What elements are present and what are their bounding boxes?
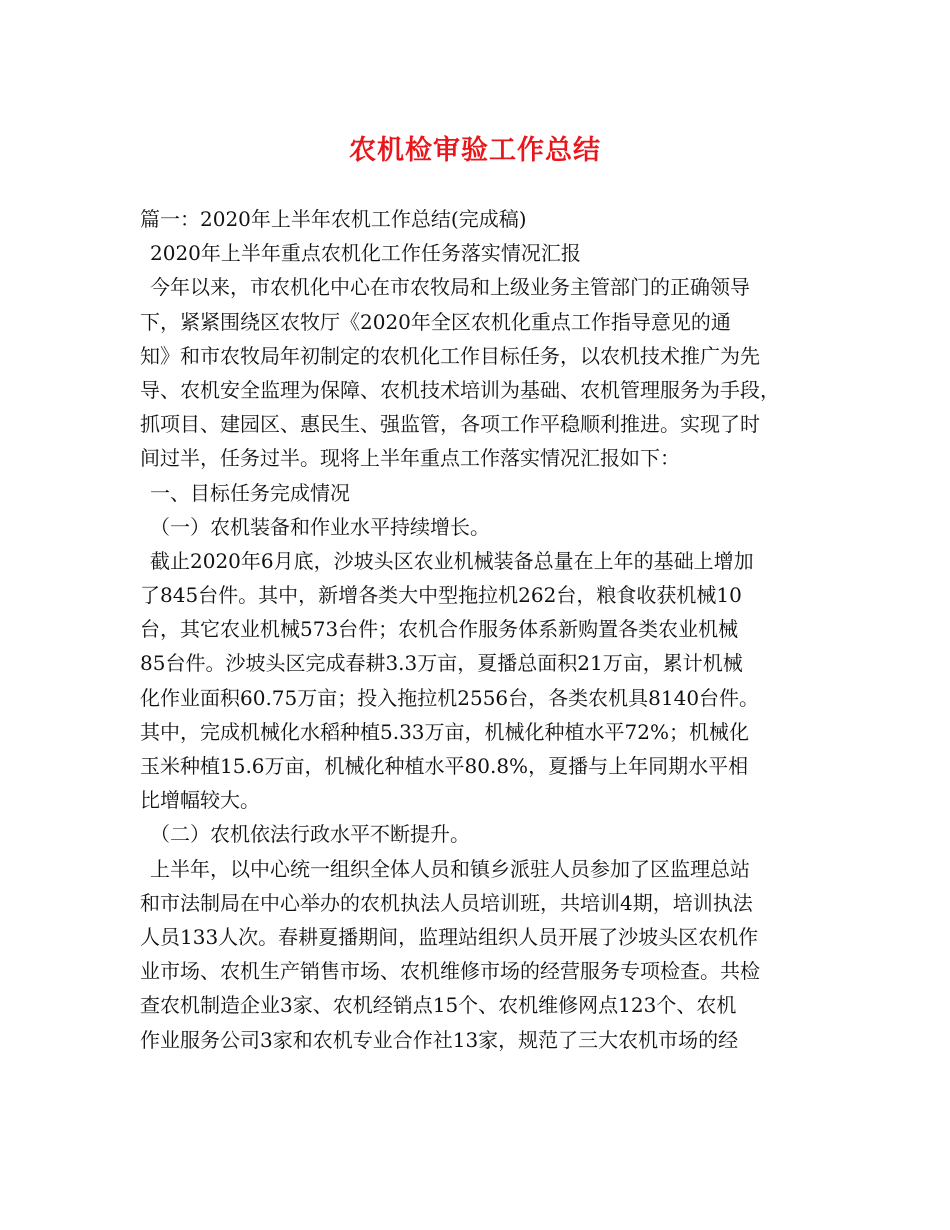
paragraph-line: 85台件。沙坡头区完成春耕3.3万亩，夏播总面积21万亩，累计机械 bbox=[140, 651, 743, 676]
report-subtitle: 2020年上半年重点农机化工作任务落实情况汇报 bbox=[150, 241, 581, 266]
paragraph-line: 台，其它农业机械573台件；农机合作服务体系新购置各类农业机械 bbox=[140, 617, 739, 642]
paragraph-line: 抓项目、建园区、惠民生、强监管，各项工作平稳顺利推进。实现了时 bbox=[140, 412, 760, 437]
paragraph-line: 玉米种植15.6万亩，机械化种植水平80.8%，夏播与上年同期水平相 bbox=[140, 754, 749, 778]
paragraph-line: 知》和市农牧局年初制定的农机化工作目标任务，以农机技术推广为先 bbox=[140, 343, 760, 368]
paragraph-line: 下，紧紧围绕区农牧厅《2020年全区农机化重点工作指导意见的通 bbox=[140, 309, 731, 334]
paragraph-line: 间过半，任务过半。现将上半年重点工作落实情况汇报如下： bbox=[140, 446, 680, 471]
paragraph-line: 人员133人次。春耕夏播期间，监理站组织人员开展了沙坡头区农机作 bbox=[140, 924, 759, 949]
paragraph-line: 其中，完成机械化水稻种植5.33万亩，机械化种植水平72%；机械化 bbox=[140, 719, 749, 744]
subsection-heading: （二）农机依法行政水平不断提升。 bbox=[150, 822, 470, 847]
paragraph-line: 截止2020年6月底，沙坡头区农业机械装备总量在上年的基础上增加 bbox=[150, 548, 754, 573]
paragraph-line: 比增幅较大。 bbox=[140, 788, 260, 813]
paragraph-line: 了845台件。其中，新增各类大中型拖拉机262台，粮食收获机械10 bbox=[140, 583, 742, 608]
paragraph-line: 今年以来，市农机化中心在市农牧局和上级业务主管部门的正确领导 bbox=[150, 275, 750, 300]
paragraph-line: 上半年，以中心统一组织全体人员和镇乡派驻人员参加了区监理总站 bbox=[150, 856, 750, 881]
paragraph-line: 业市场、农机生产销售市场、农机维修市场的经营服务专项检查。共检 bbox=[140, 959, 760, 984]
paragraph-line: 查农机制造企业3家、农机经销点15个、农机维修网点123个、农机 bbox=[140, 993, 737, 1018]
paragraph-line: 作业服务公司3家和农机专业合作社13家，规范了三大农机市场的经 bbox=[140, 1027, 739, 1052]
section-heading: 篇一：2020年上半年农机工作总结(完成稿) bbox=[140, 207, 527, 231]
paragraph-line: 化作业面积60.75万亩；投入拖拉机2556台，各类农机具8140台件。 bbox=[140, 685, 760, 710]
subsection-heading: （一）农机装备和作业水平持续增长。 bbox=[150, 514, 490, 539]
paragraph-line: 和市法制局在中心举办的农机执法人员培训班，共培训4期，培训执法 bbox=[140, 890, 753, 915]
document-title: 农机检审验工作总结 bbox=[349, 135, 601, 166]
document-body bbox=[140, 202, 820, 1057]
paragraph-line: 导、农机安全监理为保障、农机技术培训为基础、农机管理服务为手段， bbox=[140, 377, 780, 402]
section-heading: 一、目标任务完成情况 bbox=[150, 480, 350, 505]
